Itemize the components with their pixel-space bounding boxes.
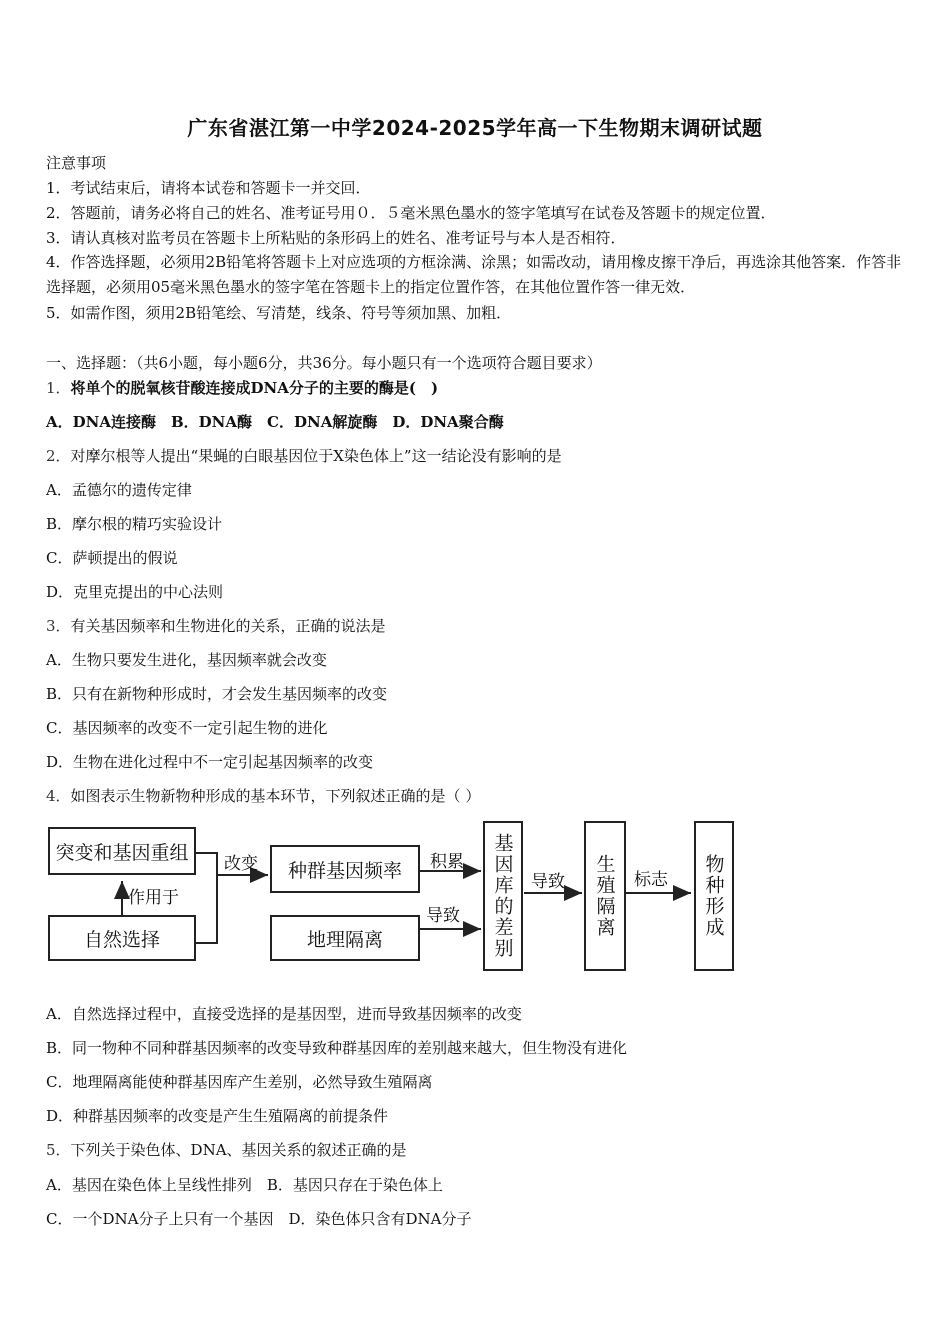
section-heading: 一、选择题：（共6小题，每小题6分，共36分。每小题只有一个选项符合题目要求） (46, 354, 602, 372)
option: D．克里克提出的中心法则 (46, 583, 224, 601)
option: A．孟德尔的遗传定律 (46, 481, 192, 499)
question-2 (46, 445, 562, 466)
question-5 (46, 1139, 407, 1160)
question-1 (46, 377, 438, 398)
label-lead-geo: 导致 (426, 906, 460, 926)
box-geographic-isolation: 地理隔离 (270, 915, 420, 961)
question-1-options: A．DNA连接酶 B．DNA酶 C．DNA解旋酶 D．DNA聚合酶 (46, 413, 504, 431)
question-stem: 将单个的脱氧核苷酸连接成DNA分子的主要的酶是( ) (70, 379, 439, 397)
label-lead-pool: 导致 (531, 872, 565, 892)
box-speciation: 物种形成 (694, 821, 734, 971)
question-stem: 下列关于染色体、DNA、基因关系的叙述正确的是 (70, 1141, 407, 1159)
question-stem: 对摩尔根等人提出“果蝇的白眼基因位于X染色体上”这一结论没有影响的是 (70, 447, 562, 465)
box-natural-selection: 自然选择 (48, 915, 196, 961)
option: A．自然选择过程中，直接受选择的是基因型，进而导致基因频率的改变 (46, 1005, 522, 1023)
option: D．生物在进化过程中不一定引起基因频率的改变 (46, 753, 374, 771)
question-stem: 如图表示生物新物种形成的基本环节，下列叙述正确的是（ ） (70, 787, 481, 805)
speciation-diagram (44, 815, 744, 975)
option: B．同一物种不同种群基因频率的改变导致种群基因库的差别越来越大，但生物没有进化 (46, 1039, 628, 1057)
option: C．基因频率的改变不一定引起生物的进化 (46, 719, 328, 737)
option: D．种群基因频率的改变是产生生殖隔离的前提条件 (46, 1107, 389, 1125)
question-number: 5． (46, 1141, 71, 1159)
question-4 (46, 785, 480, 806)
option: C．地理隔离能使种群基因库产生差别，必然导致生殖隔离 (46, 1073, 433, 1091)
label-accumulate: 积累 (430, 852, 464, 872)
notice-item: 5．如需作图，须用2B铅笔绘、写清楚，线条、符号等须加黑、加粗． (46, 304, 512, 322)
page-title: 广东省湛江第一中学2024-2025学年高一下生物期末调研试题 (187, 116, 763, 140)
notice-item: 2．答题前，请务必将自己的姓名、准考证号用０．５毫米黑色墨水的签字笔填写在试卷及答题卡的规定位置． (46, 204, 776, 222)
question-number: 3． (46, 617, 71, 635)
box-gene-pool-difference: 基因库的差别 (483, 821, 523, 971)
notice-item: 4．作答选择题，必须用2B铅笔将答题卡上对应选项的方框涂满、涂黑；如需改动，请用橡皮擦干净后，再选涂其他答案．作答非选择题，必须用05毫米黑色墨水的签字笔在答题卡上的指定位置作答，在其他位置作答一律无效． (46, 253, 902, 296)
box-reproductive-isolation: 生殖隔离 (584, 821, 626, 971)
option: C．萨顿提出的假说 (46, 549, 178, 567)
bracket-connector (196, 853, 217, 943)
option: B．摩尔根的精巧实验设计 (46, 515, 223, 533)
box-gene-frequency: 种群基因频率 (270, 845, 420, 893)
question-number: 1． (46, 379, 71, 397)
question-number: 2． (46, 447, 71, 465)
notice-item: 1．考试结束后，请将本试卷和答题卡一并交回． (46, 179, 371, 197)
label-mark: 标志 (634, 870, 668, 890)
label-change: 改变 (224, 854, 258, 874)
option: A．生物只要发生进化，基因频率就会改变 (46, 651, 327, 669)
notice-heading: 注意事项 (46, 154, 107, 172)
question-3 (46, 615, 386, 636)
option: B．只有在新物种形成时，才会发生基因频率的改变 (46, 685, 388, 703)
option-row: A．基因在染色体上呈线性排列 B．基因只存在于染色体上 (46, 1176, 443, 1194)
notice-item: 3．请认真核对监考员在答题卡上所粘贴的条形码上的姓名、准考证号与本人是否相符． (46, 229, 626, 247)
label-acts-on: 作用于 (128, 888, 179, 908)
question-stem: 有关基因频率和生物进化的关系，正确的说法是 (70, 617, 386, 635)
question-number: 4． (46, 787, 71, 805)
option-row: C．一个DNA分子上只有一个基因 D．染色体只含有DNA分子 (46, 1210, 472, 1228)
box-mutation-recombination: 突变和基因重组 (48, 827, 196, 875)
